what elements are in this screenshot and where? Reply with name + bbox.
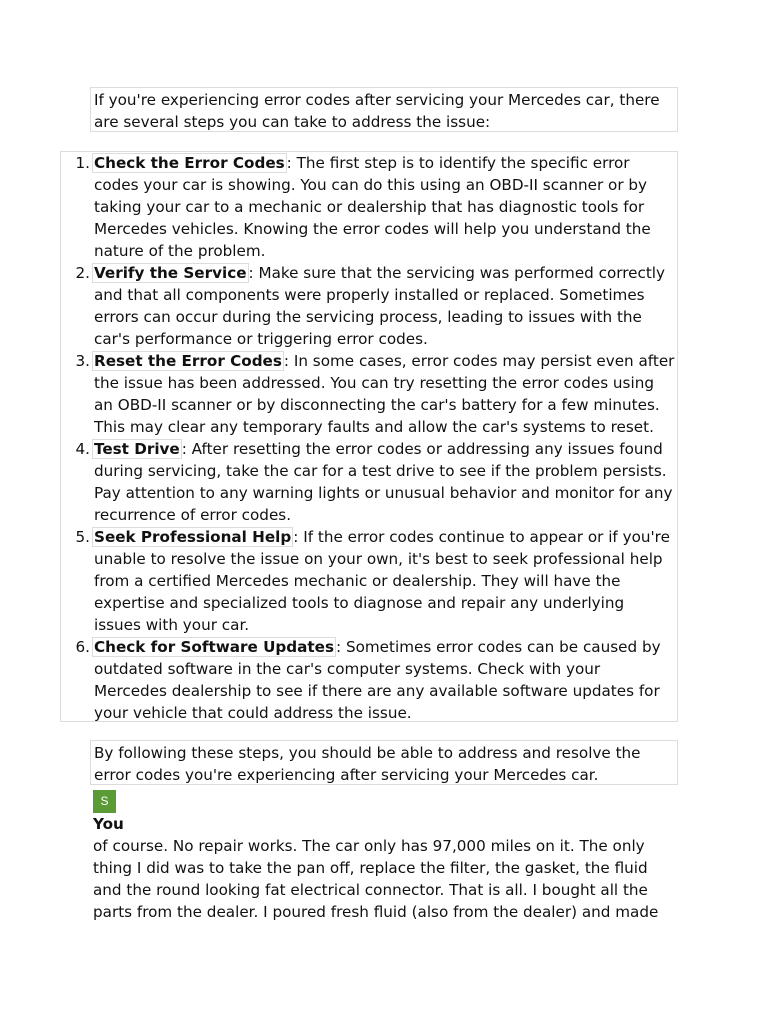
step-text: : If the error codes continue to appear or if you're unable to resolve the issue on your own, it's best to seek professional help from a certified Mercedes mechanic or dealership. They will have the expertise and specialized tools to diagnose and repair any underlying issues with your car. [94, 528, 670, 634]
assistant-intro-paragraph [90, 87, 678, 132]
list-item [61, 262, 677, 350]
user-name-label: You [93, 815, 124, 833]
step-number: 5. [75, 528, 90, 546]
assistant-steps-list [60, 151, 678, 722]
list-item [61, 526, 677, 636]
step-text: : In some cases, error codes may persist even after the issue has been addressed. You can try resetting the error codes using an OBD-II scanner or by disconnecting the car's battery for a few minutes. This may clear any temporary faults and allow the car's systems to reset. [94, 352, 675, 436]
step-number: 2. [75, 264, 90, 282]
step-number: 6. [75, 638, 90, 656]
outro-text: By following these steps, you should be able to address and resolve the error codes you're experiencing after servicing your Mercedes car. [94, 744, 641, 784]
step-text: : After resetting the error codes or addressing any issues found during servicing, take the car for a test drive to see if the problem persists. Pay attention to any warning lights or unusual behavior and monitor for any recurrence of error codes. [94, 440, 673, 524]
assistant-outro-paragraph [90, 740, 678, 785]
user-message-text: of course. No repair works. The car only has 97,000 miles on it. The only thing I did was to take the pan off, replace the filter, the gasket, the fluid and the round looking fat electrical connector. That is all. I bought all the parts from the dealer. I poured fresh fluid (also from the dealer) and made [93, 837, 659, 921]
step-title: Verify the Service [94, 264, 247, 282]
list-item [61, 350, 677, 438]
user-avatar [93, 790, 116, 813]
list-item [61, 438, 677, 526]
step-text: : Sometimes error codes can be caused by outdated software in the car's computer systems. Check with your Mercedes dealership to see if there are any available software updates for your vehicle that could address the issue. [94, 638, 661, 722]
intro-text: If you're experiencing error codes after servicing your Mercedes car, there are several steps you can take to address the issue: [94, 91, 660, 131]
step-title: Seek Professional Help [94, 528, 292, 546]
step-text: : The first step is to identify the specific error codes your car is showing. You can do this using an OBD-II scanner or by taking your car to a mechanic or dealership that has diagnostic tools for Mercedes vehicles. Knowing the error codes will help you understand the nature of the problem. [94, 154, 651, 260]
list-item [61, 636, 677, 724]
step-number: 3. [75, 352, 90, 370]
step-text: : Make sure that the servicing was performed correctly and that all components were properly installed or replaced. Sometimes errors can occur during the servicing process, leading to issues with the car's performance or triggering error codes. [94, 264, 666, 348]
list-item [61, 152, 677, 262]
step-title: Check the Error Codes [94, 154, 285, 172]
step-number: 4. [75, 440, 90, 458]
step-title: Reset the Error Codes [94, 352, 282, 370]
ordered-list [61, 152, 677, 724]
step-number: 1. [75, 154, 90, 172]
avatar-letter: S [100, 794, 109, 808]
step-title: Test Drive [94, 440, 180, 458]
step-title: Check for Software Updates [94, 638, 334, 656]
